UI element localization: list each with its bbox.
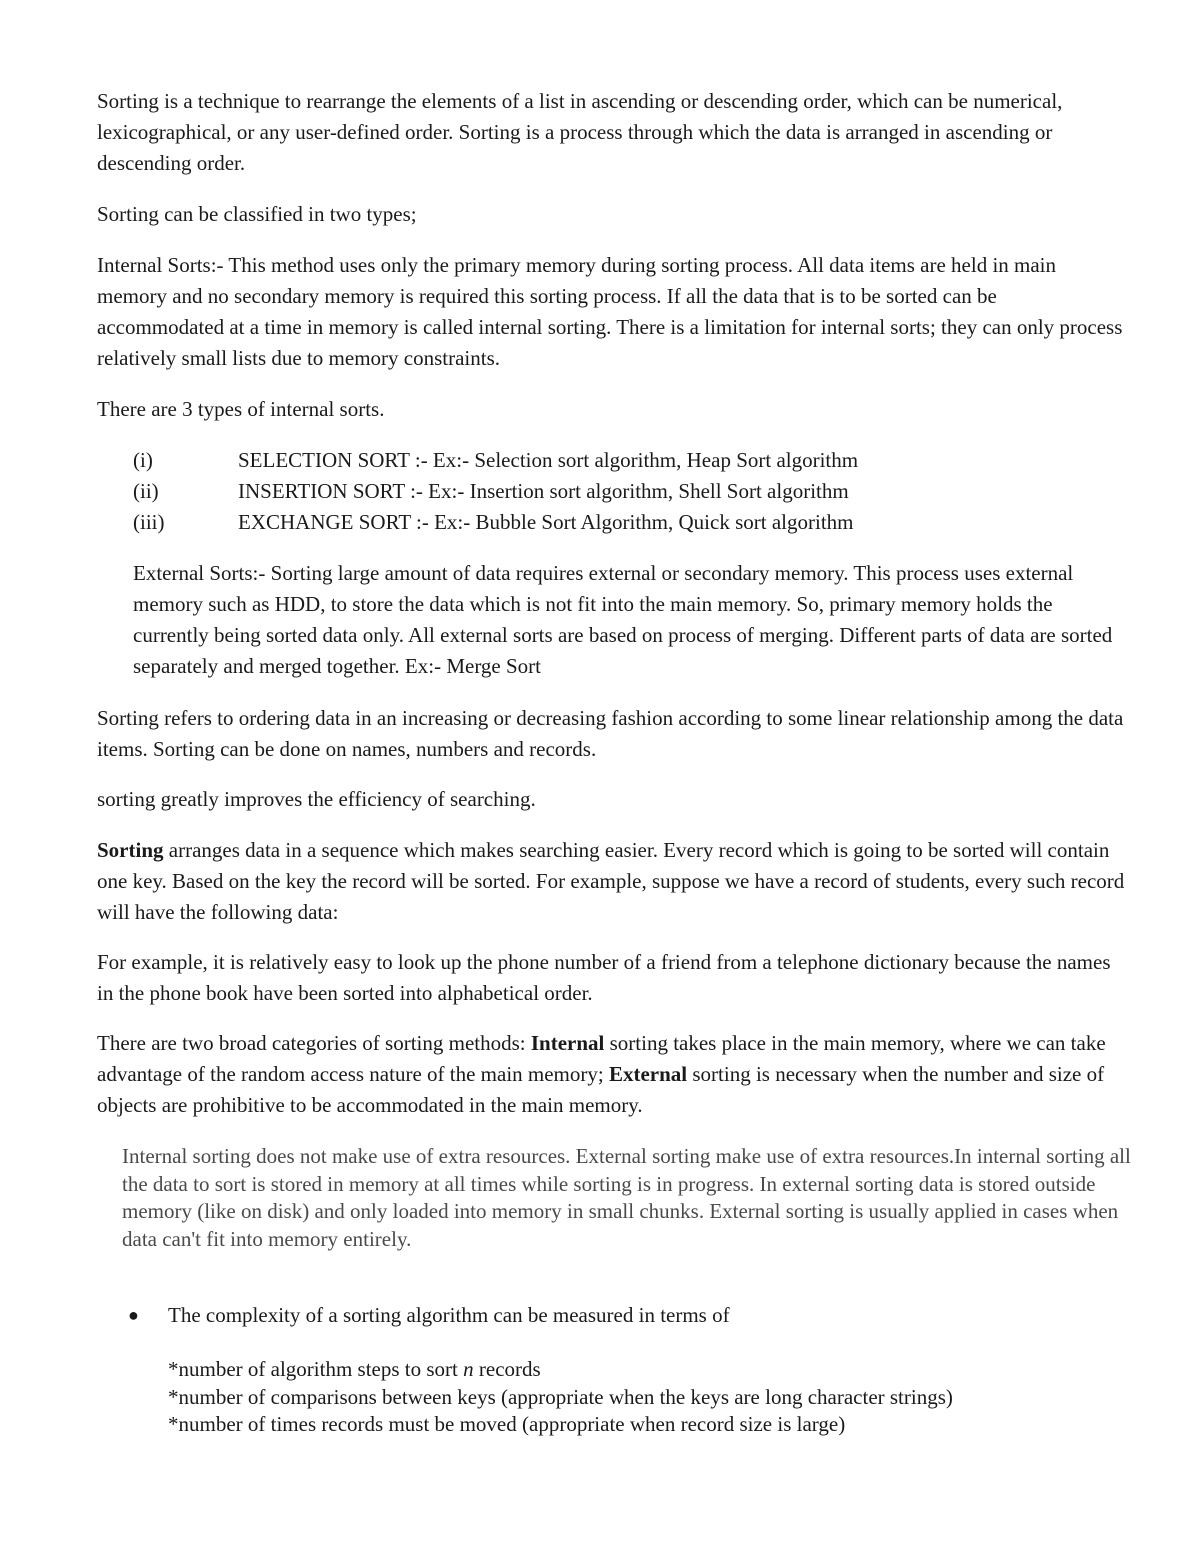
- measure-italic-n: n: [463, 1357, 474, 1381]
- bullet-text: The complexity of a sorting algorithm can be measured in terms of: [168, 1303, 730, 1327]
- intro-paragraph: Sorting is a technique to rearrange the elements of a list in ascending or descending order, which can be numerical, lexicographical, or any user-defined order. Sorting is a process through which the data is arranged in ascending or descending order.: [97, 89, 1063, 175]
- paragraph-text: arranges data in a sequence which makes searching easier. Every record which is going to be sorted will contain one key. Based on the key the record will be sorted. For example, suppose we have a record of students, every such record will have the following data:: [97, 838, 1125, 924]
- external-sorts-paragraph: External Sorts:- Sorting large amount of data requires external or secondary memory. This process uses external memory such as HDD, to store the data which is not fit into the main memory. So, primary memory holds the currently being sorted data only. All external sorts are based on process of merging. Different parts of data are sorted separately and merged together. Ex:- Merge Sort: [133, 561, 1113, 678]
- list-item-text: SELECTION SORT :- Ex:- Selection sort algorithm, Heap Sort algorithm: [238, 448, 859, 472]
- bullet-icon: ●: [128, 1305, 139, 1325]
- internal-vs-external-paragraph: Internal sorting does not make use of extra resources. External sorting make use of extra resources.In internal sorting all the data to sort is stored in memory at all times while sorting is in progress. In external sorting data is stored outside memory (like on disk) and only loaded into memory in small chunks. External sorting is usually applied in cases when data can't fit into memory entirely.: [122, 1144, 1131, 1251]
- paragraph-text: There are two broad categories of sorting methods:: [97, 1031, 531, 1055]
- list-item: [133, 445, 1113, 476]
- measure-text: *number of algorithm steps to sort: [168, 1357, 464, 1381]
- list-item: [133, 507, 1113, 538]
- phone-book-example-paragraph: For example, it is relatively easy to look up the phone number of a friend from a telephone dictionary because the names in the phone book have been sorted into alphabetical order.: [97, 950, 1111, 1005]
- list-item-text: INSERTION SORT :- Ex:- Insertion sort algorithm, Shell Sort algorithm: [238, 479, 849, 503]
- categories-paragraph: [97, 1028, 1127, 1121]
- list-item: [133, 476, 1113, 507]
- measure-text: records: [473, 1357, 541, 1381]
- list-marker: (i): [133, 448, 153, 472]
- measure-line: *number of comparisons between keys (appropriate when the keys are long character strings): [168, 1384, 953, 1409]
- internal-sorts-paragraph: Internal Sorts:- This method uses only the primary memory during sorting process. All data items are held in main memory and no secondary memory is required this sorting process. If all the data that is to be sorted can be accommodated at a time in memory is called internal sorting. There is a limitation for internal sorts; they can only process relatively small lists due to memory constraints.: [97, 253, 1123, 370]
- paragraph-text: sorting takes place in the main memory, where we can take advantage of the random access nature of the main memory;: [97, 1031, 1106, 1086]
- sorting-definition-paragraph: Sorting refers to ordering data in an increasing or decreasing fashion according to some linear relationship among the data items. Sorting can be done on names, numbers and records.: [97, 706, 1124, 761]
- measure-line: *number of times records must be moved (appropriate when record size is large): [168, 1412, 846, 1436]
- internal-sorts-count-paragraph: There are 3 types of internal sorts.: [97, 397, 385, 421]
- internal-sorts-list: [133, 445, 1113, 538]
- bold-term: External: [608, 1062, 688, 1086]
- list-item-text: EXCHANGE SORT :- Ex:- Bubble Sort Algorithm, Quick sort algorithm: [238, 510, 854, 534]
- list-marker: (ii): [133, 479, 159, 503]
- classification-paragraph: Sorting can be classified in two types;: [97, 202, 417, 226]
- list-marker: (iii): [133, 510, 165, 534]
- bold-term: Internal: [530, 1031, 605, 1055]
- complexity-bullet: [128, 1300, 1128, 1331]
- efficiency-paragraph: sorting greatly improves the efficiency of searching.: [97, 787, 536, 811]
- paragraph-text: sorting is necessary when the number and size of objects are prohibitive to be accommodated in the main memory.: [97, 1062, 1105, 1117]
- sorting-key-paragraph: [97, 835, 1127, 928]
- complexity-measures: [168, 1356, 1168, 1439]
- bold-term: Sorting: [97, 838, 164, 862]
- measure-line: [168, 1356, 1168, 1384]
